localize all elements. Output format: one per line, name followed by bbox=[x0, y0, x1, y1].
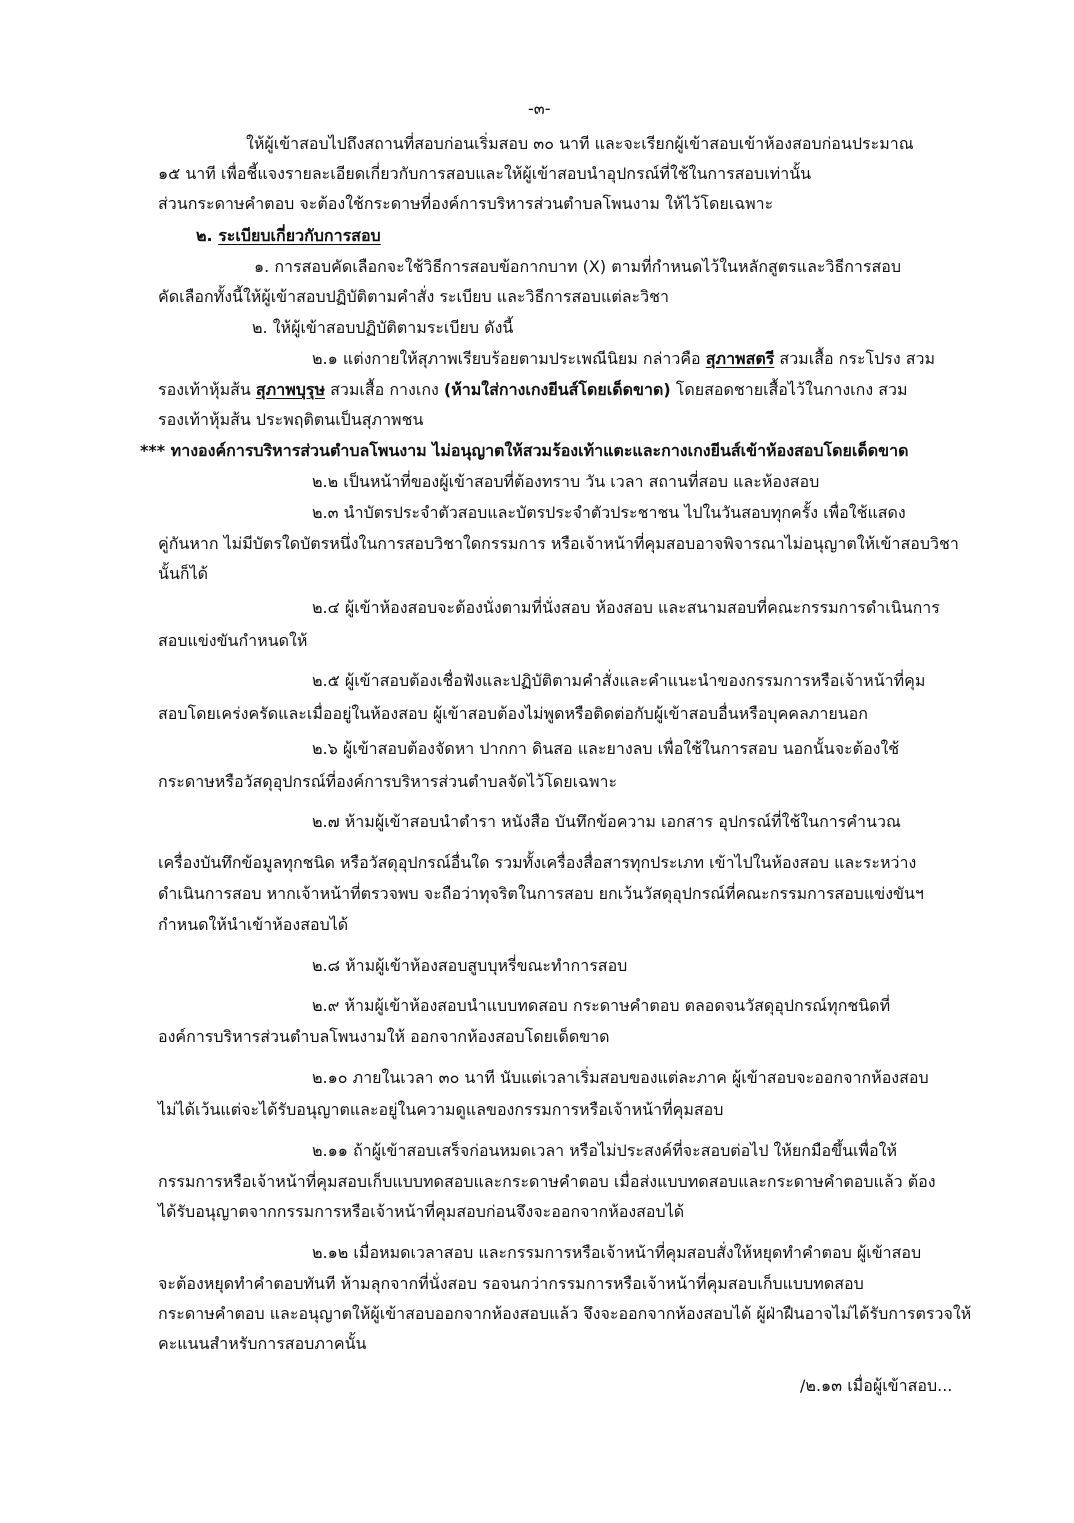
item-2: ๒. ให้ผู้เข้าสอบปฏิบัติตามระเบียบ ดังนี้ bbox=[252, 318, 514, 337]
rule-2-1-text: รองเท้าหุ้มส้น bbox=[158, 380, 256, 399]
rule-2-7-line-3: ดำเนินการสอบ หากเจ้าหน้าที่ตรวจพบ จะถือว่าทุจริตในการสอบ ยกเว้นวัสดุอุปกรณ์ที่คณะกรรมการสอบแข่งขันฯ bbox=[158, 884, 924, 903]
rule-2-6-line-2: กระดาษหรือวัสดุอุปกรณ์ที่องค์การบริหารส่วนตำบลจัดไว้โดยเฉพาะ bbox=[158, 772, 618, 791]
rule-2-1-text: ๒.๑ แต่งกายให้สุภาพเรียบร้อยตามประเพณีนิยม กล่าวคือ bbox=[312, 349, 706, 368]
intro-line-2: ๑๕ นาที เพื่อชี้แจงรายละเอียดเกี่ยวกับการสอบและให้ผู้เข้าสอบนำอุปกรณ์ที่ใช้ในการสอบเท่านั้น bbox=[158, 164, 812, 183]
rule-2-11-line-1: ๒.๑๑ ถ้าผู้เข้าสอบเสร็จก่อนหมดเวลา หรือไม่ประสงค์ที่จะสอบต่อไป ให้ยกมือขึ้นเพื่อให้ bbox=[312, 1141, 897, 1160]
rule-2-5-line-1: ๒.๕ ผู้เข้าสอบต้องเชื่อฟังและปฏิบัติตามคำสั่งและคำแนะนำของกรรมการหรือเจ้าหน้าที่คุม bbox=[312, 671, 926, 690]
rule-2-12-line-1: ๒.๑๒ เมื่อหมดเวลาสอบ และกรรมการหรือเจ้าหน้าที่คุมสอบสั่งให้หยุดทำคำตอบ ผู้เข้าสอบ bbox=[312, 1243, 922, 1262]
rule-2-1-line-2 bbox=[158, 379, 908, 401]
item-1-line-1: ๑. การสอบคัดเลือกจะใช้วิธีการสอบข้อกากบาท (X) ตามที่กำหนดไว้ในหลักสูตรและวิธีการสอบ bbox=[254, 257, 902, 276]
rule-2-7-line-4: กำหนดให้นำเข้าห้องสอบได้ bbox=[158, 915, 349, 934]
rule-2-11-line-2: กรรมการหรือเจ้าหน้าที่คุมสอบเก็บแบบทดสอบและกระดาษคำตอบ เมื่อส่งแบบทดสอบและกระดาษคำตอบแล้ว ต้อง bbox=[158, 1172, 936, 1191]
rule-2-7-line-2: เครื่องบันทึกข้อมูลทุกชนิด หรือวัสดุอุปกรณ์อื่นใด รวมทั้งเครื่องสื่อสารทุกประเภท เข้าไปในห้องสอบ และระหว่าง bbox=[158, 853, 917, 872]
rule-2-7-line-1: ๒.๗ ห้ามผู้เข้าสอบนำตำรา หนังสือ บันทึกข้อความ เอกสาร อุปกรณ์ที่ใช้ในการคำนวณ bbox=[312, 812, 901, 831]
men-dress-label: สุภาพบุรุษ bbox=[255, 380, 326, 399]
rule-2-3-line-3: นั้นก็ได้ bbox=[158, 564, 208, 583]
rule-2-12-line-4: คะแนนสำหรับการสอบภาคนั้น bbox=[158, 1334, 367, 1353]
rule-2-9-line-2: องค์การบริหารส่วนตำบลโพนงามให้ ออกจากห้องสอบโดยเด็ดขาด bbox=[158, 1027, 610, 1046]
rule-2-9-line-1: ๒.๙ ห้ามผู้เข้าห้องสอบนำแบบทดสอบ กระดาษคำตอบ ตลอดจนวัสดุอุปกรณ์ทุกชนิดที่ bbox=[312, 996, 891, 1015]
rule-2-1-text: สวมเสื้อ กางเกง bbox=[325, 380, 444, 399]
rule-2-6-line-1: ๒.๖ ผู้เข้าสอบต้องจัดหา ปากกา ดินสอ และยางลบ เพื่อใช้ในการสอบ นอกนั้นจะต้องใช้ bbox=[312, 739, 900, 758]
continuation-note: /๒.๑๓ เมื่อผู้เข้าสอบ... bbox=[800, 1376, 953, 1395]
rule-2-8: ๒.๘ ห้ามผู้เข้าห้องสอบสูบบุหรี่ขณะทำการสอบ bbox=[312, 956, 628, 975]
rule-2-2: ๒.๒ เป็นหน้าที่ของผู้เข้าสอบที่ต้องทราบ วัน เวลา สถานที่สอบ และห้องสอบ bbox=[312, 472, 820, 491]
rule-2-11-line-3: ได้รับอนุญาตจากกรรมการหรือเจ้าหน้าที่คุมสอบก่อนจึงจะออกจากห้องสอบได้ bbox=[158, 1202, 685, 1221]
rule-2-12-line-2: จะต้องหยุดทำคำตอบทันที ห้ามลุกจากที่นั่งสอบ รอจนกว่ากรรมการหรือเจ้าหน้าที่คุมสอบเก็บแบบทดสอบ bbox=[158, 1274, 864, 1293]
rule-2-1-line-3: รองเท้าหุ้มส้น ประพฤติตนเป็นสุภาพชน bbox=[158, 410, 424, 429]
women-dress-label: สุภาพสตรี bbox=[705, 349, 775, 368]
rule-2-4-line-2: สอบแข่งขันกำหนดให้ bbox=[158, 631, 308, 650]
item-1-line-2: คัดเลือกทั้งนี้ให้ผู้เข้าสอบปฏิบัติตามคำสั่ง ระเบียบ และวิธีการสอบแต่ละวิชา bbox=[158, 287, 669, 306]
section-title: ระเบียบเกี่ยวกับการสอบ bbox=[218, 226, 381, 245]
rule-2-5-line-2: สอบโดยเคร่งครัดและเมื่ออยู่ในห้องสอบ ผู้เข้าสอบต้องไม่พูดหรือติดต่อกับผู้เข้าสอบอื่นหรือบุคคลภายนอก bbox=[158, 704, 868, 723]
rule-2-3-line-2: คู่กันหาก ไม่มีบัตรใดบัตรหนึ่งในการสอบวิชาใดกรรมการ หรือเจ้าหน้าที่คุมสอบอาจพิจารณาไม่อนุญาตให้เข้าสอบวิชา bbox=[158, 534, 959, 553]
rule-2-10-line-1: ๒.๑๐ ภายในเวลา ๓๐ นาที นับแต่เวลาเริ่มสอบของแต่ละภาค ผู้เข้าสอบจะออกจากห้องสอบ bbox=[312, 1068, 929, 1087]
rule-2-3-line-1: ๒.๓ นำบัตรประจำตัวสอบและบัตรประจำตัวประชาชน ไปในวันสอบทุกครั้ง เพื่อใช้แสดง bbox=[312, 503, 906, 522]
no-jeans-warning: (ห้ามใส่กางเกงยีนส์โดยเด็ดขาด) bbox=[443, 380, 671, 399]
page-number: -๓- bbox=[528, 99, 551, 118]
rule-2-10-line-2: ไม่ได้เว้นแต่จะได้รับอนุญาตและอยู่ในความดูแลของกรรมการหรือเจ้าหน้าที่คุมสอบ bbox=[158, 1100, 724, 1119]
rule-2-4-line-1: ๒.๔ ผู้เข้าห้องสอบจะต้องนั่งตามที่นั่งสอบ ห้องสอบ และสนามสอบที่คณะกรรมการดำเนินการ bbox=[312, 598, 940, 617]
rule-2-1-line-1 bbox=[312, 348, 935, 370]
rule-2-1-text: โดยสอดชายเสื้อไว้ในกางเกง สวม bbox=[670, 380, 908, 399]
section-number: ๒. bbox=[196, 226, 213, 245]
intro-line-3: ส่วนกระดาษคำตอบ จะต้องใช้กระดาษที่องค์การบริหารส่วนตำบลโพนงาม ให้ไว้โดยเฉพาะ bbox=[158, 194, 774, 213]
rule-2-1-text: สวมเสื้อ กระโปรง สวม bbox=[774, 349, 936, 368]
intro-line-1: ให้ผู้เข้าสอบไปถึงสถานที่สอบก่อนเริ่มสอบ ๓๐ นาที และจะเรียกผู้เข้าสอบเข้าห้องสอบก่อนประมาณ bbox=[246, 134, 914, 153]
rule-2-12-line-3: กระดาษคำตอบ และอนุญาตให้ผู้เข้าสอบออกจากห้องสอบแล้ว จึงจะออกจากห้องสอบได้ ผู้ฝ่าฝืนอาจไม่ได้รับการตรวจให้ bbox=[158, 1304, 972, 1323]
section-heading bbox=[196, 225, 381, 247]
warning-notice: *** ทางองค์การบริหารส่วนตำบลโพนงาม ไม่อนุญาตให้สวมร้องเท้าแตะและกางเกงยีนส์เข้าห้องสอบโดยเด็ดขาด bbox=[140, 441, 909, 460]
